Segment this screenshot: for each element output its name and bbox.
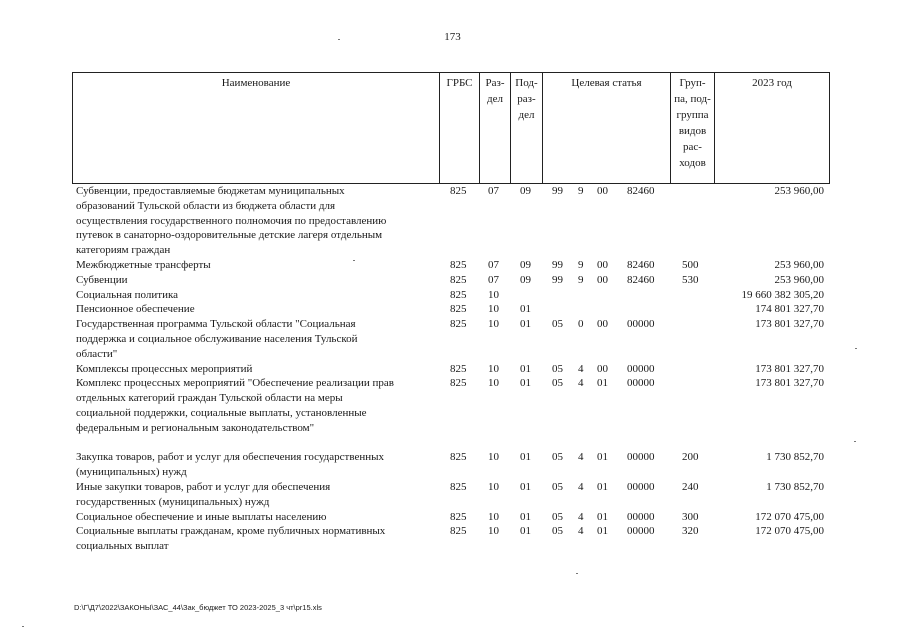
table-row (72, 510, 830, 525)
cell-cs1: 05 (552, 362, 563, 375)
row-name-line: социальных выплат (76, 540, 169, 553)
cell-razdel: 10 (488, 451, 499, 464)
cell-razdel: 10 (488, 510, 499, 523)
row-name-line: Государственная программа Тульской области "Социальная (76, 318, 356, 331)
cell-cs4: 00000 (627, 525, 655, 538)
header-razdel: Раз- дел (480, 73, 511, 183)
cell-cs3: 00 (597, 318, 608, 331)
cell-vr: 320 (682, 525, 699, 538)
cell-sum: 173 801 327,70 (755, 362, 824, 375)
cell-sum: 19 660 382 305,20 (741, 288, 824, 301)
cell-podrazdel: 01 (520, 377, 531, 390)
header-name: Наименование (73, 73, 440, 183)
row-name (72, 480, 431, 510)
table-row (72, 376, 830, 450)
row-name (72, 376, 431, 450)
cell-sum: 173 801 327,70 (755, 318, 824, 331)
row-name-line: государственных (муниципальных) нужд (76, 495, 270, 508)
cell-cs2: 4 (578, 377, 584, 390)
cell-cs1: 05 (552, 480, 563, 493)
row-name-line: Комплекс процессных мероприятий "Обеспечение реализации прав (76, 377, 394, 390)
cell-cs4: 82460 (627, 185, 655, 197)
row-name (72, 302, 431, 317)
page-number: 173 (444, 31, 461, 43)
cell-cs3: 01 (597, 525, 608, 538)
cell-razdel: 10 (488, 525, 499, 538)
cell-cs4: 00000 (627, 377, 655, 390)
row-name-line: путевок в санаторно-оздоровительные детские лагеря отдельным (76, 229, 383, 242)
cell-podrazdel: 09 (520, 258, 531, 271)
row-name-line: Комплексы процессных мероприятий (76, 362, 253, 375)
cell-cs1: 05 (552, 377, 563, 390)
table-row (72, 184, 830, 258)
row-name (72, 317, 431, 361)
cell-cs3: 01 (597, 510, 608, 523)
row-name-line: социальной поддержки, социальные выплаты, установленные (76, 406, 367, 419)
cell-grbs: 825 (450, 303, 467, 316)
header-podrazdel: Под- раз- дел (511, 73, 543, 183)
cell-sum: 172 070 475,00 (755, 510, 824, 523)
row-name-line: Социальные выплаты гражданам, кроме публичных нормативных (76, 525, 386, 538)
cell-cs2: 4 (578, 525, 584, 538)
cell-podrazdel: 01 (520, 451, 531, 464)
row-name (72, 184, 431, 258)
row-name (72, 273, 431, 288)
cell-cs1: 05 (552, 451, 563, 464)
cell-cs3: 00 (597, 258, 608, 271)
cell-cs1: 05 (552, 525, 563, 538)
cell-cs2: 4 (578, 480, 584, 493)
cell-podrazdel: 09 (520, 185, 531, 197)
cell-podrazdel: 01 (520, 318, 531, 331)
row-name-line (76, 436, 431, 451)
header-grbs: ГРБС (440, 73, 480, 183)
cell-vr: 240 (682, 480, 699, 493)
cell-cs1: 05 (552, 510, 563, 523)
row-name (72, 510, 431, 525)
table-body (72, 184, 830, 554)
cell-podrazdel: 01 (520, 303, 531, 316)
cell-grbs: 825 (450, 362, 467, 375)
cell-vr: 300 (682, 510, 699, 523)
cell-cs2: 4 (578, 451, 584, 464)
cell-cs4: 82460 (627, 273, 655, 286)
cell-razdel: 10 (488, 377, 499, 390)
cell-cs3: 01 (597, 480, 608, 493)
row-name-line: федеральным и региональным законодательством" (76, 421, 315, 434)
cell-razdel: 10 (488, 362, 499, 375)
file-path-footer: D:\Г\Д7\2022\ЗАКОНЫ\ЗАС_44\Зак_бюджет ТО 2023-2025_3 чт\pr15.xls (74, 603, 322, 612)
cell-cs2: 4 (578, 510, 584, 523)
table-row (72, 362, 830, 377)
cell-vr: 530 (682, 273, 699, 286)
cell-cs2: 9 (578, 185, 584, 197)
cell-cs1: 99 (552, 185, 563, 197)
cell-grbs: 825 (450, 185, 467, 197)
row-name-line: отдельных категорий граждан Тульской области на меры (76, 392, 343, 405)
cell-podrazdel: 01 (520, 362, 531, 375)
cell-razdel: 10 (488, 318, 499, 331)
cell-grbs: 825 (450, 451, 467, 464)
row-name-line: области" (76, 347, 118, 360)
row-name-line: категориям граждан (76, 244, 171, 257)
cell-grbs: 825 (450, 510, 467, 523)
cell-vr: 200 (682, 451, 699, 464)
cell-podrazdel: 01 (520, 525, 531, 538)
cell-podrazdel: 09 (520, 273, 531, 286)
cell-cs2: 9 (578, 258, 584, 271)
cell-cs1: 99 (552, 273, 563, 286)
table-header (72, 72, 830, 184)
cell-cs2: 9 (578, 273, 584, 286)
table-row (72, 480, 830, 510)
cell-razdel: 07 (488, 258, 499, 271)
cell-cs4: 00000 (627, 451, 655, 464)
cell-cs3: 01 (597, 377, 608, 390)
cell-cs2: 4 (578, 362, 584, 375)
row-name-line: осуществления государственного полномочия по предоставлению (76, 214, 387, 227)
row-name-line: Социальное обеспечение и иные выплаты населению (76, 510, 327, 523)
cell-sum: 174 801 327,70 (755, 303, 824, 316)
cell-cs3: 00 (597, 362, 608, 375)
cell-cs4: 00000 (627, 480, 655, 493)
cell-cs3: 00 (597, 185, 608, 197)
row-name-line: Закупка товаров, работ и услуг для обеспечения государственных (76, 451, 385, 464)
cell-cs3: 01 (597, 451, 608, 464)
row-name (72, 524, 431, 554)
table-row (72, 317, 830, 361)
cell-cs4: 82460 (627, 258, 655, 271)
cell-podrazdel: 01 (520, 510, 531, 523)
cell-sum: 1 730 852,70 (766, 451, 824, 464)
table-row (72, 302, 830, 317)
cell-cs2: 0 (578, 318, 584, 331)
header-year: 2023 год (752, 77, 792, 89)
cell-grbs: 825 (450, 273, 467, 286)
row-name (72, 450, 431, 480)
cell-sum: 1 730 852,70 (766, 480, 824, 493)
cell-cs3: 00 (597, 273, 608, 286)
row-name-line: Пенсионное обеспечение (76, 303, 195, 316)
row-name-line: образований Тульской области из бюджета области для (76, 199, 336, 212)
cell-grbs: 825 (450, 377, 467, 390)
row-name (72, 288, 431, 303)
cell-sum: 253 960,00 (774, 258, 824, 271)
table-row (72, 288, 830, 303)
cell-cs1: 99 (552, 258, 563, 271)
cell-vr: 500 (682, 258, 699, 271)
row-name-line: Межбюджетные трансферты (76, 258, 211, 271)
cell-razdel: 07 (488, 273, 499, 286)
row-name-line: Социальная политика (76, 288, 179, 301)
cell-podrazdel: 01 (520, 480, 531, 493)
cell-cs4: 00000 (627, 510, 655, 523)
cell-grbs: 825 (450, 480, 467, 493)
cell-razdel: 10 (488, 288, 499, 301)
cell-sum: 253 960,00 (774, 185, 824, 197)
row-name-line: Субвенции (76, 273, 128, 286)
cell-cs4: 00000 (627, 318, 655, 331)
table-row (72, 258, 830, 273)
cell-cs1: 05 (552, 318, 563, 331)
row-name-line: поддержка и социальное обслуживание населения Тульской (76, 332, 358, 345)
cell-grbs: 825 (450, 525, 467, 538)
cell-grbs: 825 (450, 258, 467, 271)
row-name-line: Субвенции, предоставляемые бюджетам муниципальных (76, 185, 345, 197)
row-name-line: (муниципальных) нужд (76, 466, 187, 479)
cell-sum: 172 070 475,00 (755, 525, 824, 538)
cell-razdel: 10 (488, 480, 499, 493)
cell-sum: 173 801 327,70 (755, 377, 824, 390)
table-row (72, 450, 830, 480)
row-name (72, 258, 431, 273)
cell-sum: 253 960,00 (774, 273, 824, 286)
header-celevaya-statya: Целевая статья (543, 73, 671, 183)
cell-razdel: 07 (488, 185, 499, 197)
header-gruppa-vidov-rashodov: Груп- па, под- группа видов рас- ходов (671, 73, 715, 183)
table-row (72, 273, 830, 288)
cell-grbs: 825 (450, 318, 467, 331)
row-name-line: Иные закупки товаров, работ и услуг для обеспечения (76, 480, 331, 493)
cell-grbs: 825 (450, 288, 467, 301)
table-row (72, 524, 830, 554)
cell-cs4: 00000 (627, 362, 655, 375)
cell-razdel: 10 (488, 303, 499, 316)
row-name (72, 362, 431, 377)
